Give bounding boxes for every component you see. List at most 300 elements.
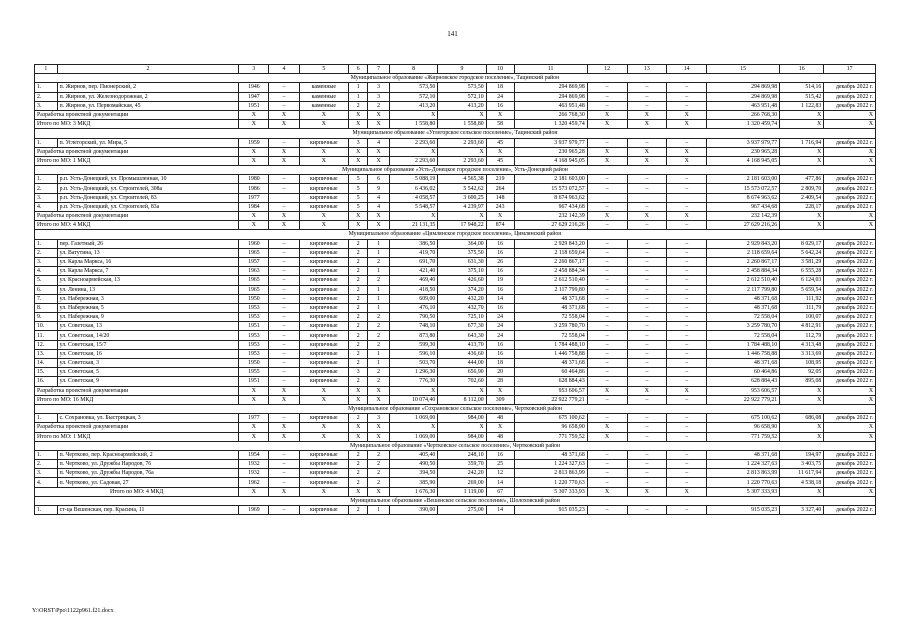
table-cell: 895,08 bbox=[780, 377, 824, 386]
table-cell: 15 bbox=[707, 65, 780, 74]
table-cell: 3 bbox=[239, 65, 269, 74]
table-cell: 24 bbox=[486, 313, 514, 322]
table-cell: Итого по МО: 3 МКД bbox=[35, 120, 239, 129]
table-cell: 984,00 bbox=[438, 432, 486, 441]
table-cell: 675 100,62 bbox=[514, 414, 587, 423]
table-cell: 2 bbox=[349, 276, 368, 285]
table-cell: 2 bbox=[349, 377, 368, 386]
table-cell: 413,70 bbox=[438, 340, 486, 349]
table-cell: – bbox=[269, 349, 299, 358]
table-cell: 702,60 bbox=[438, 377, 486, 386]
table-cell: 294 869,98 bbox=[707, 92, 780, 101]
table-cell: 24 bbox=[486, 331, 514, 340]
table-cell: – bbox=[627, 221, 667, 230]
table-cell: 8 bbox=[389, 65, 437, 74]
table-cell: 1959 bbox=[239, 138, 269, 147]
table-cell: 2 bbox=[349, 469, 368, 478]
table-cell: 1 224 327,63 bbox=[707, 460, 780, 469]
table-cell: 390,00 bbox=[389, 506, 437, 515]
table-cell: 2. bbox=[35, 184, 58, 193]
table-cell: – bbox=[269, 285, 299, 294]
design-docs-row bbox=[35, 423, 876, 432]
table-cell: – bbox=[667, 377, 707, 386]
table-cell: 1. bbox=[35, 175, 58, 184]
table-row bbox=[35, 331, 876, 340]
table-cell: 25 bbox=[486, 460, 514, 469]
table-cell: – bbox=[269, 359, 299, 368]
table-cell: 413,20 bbox=[389, 101, 437, 110]
table-cell: 1 bbox=[368, 267, 390, 276]
table-cell: 3 259 780,70 bbox=[514, 322, 587, 331]
table-cell: X bbox=[299, 395, 348, 404]
table-cell: ст-ца Вешенская, пер. Красина, 11 bbox=[57, 506, 239, 515]
table-cell: 17 948,22 bbox=[438, 221, 486, 230]
table-cell bbox=[667, 193, 707, 202]
column-number-row bbox=[35, 65, 876, 74]
table-cell: п. Чертково, ул. Садовая, 27 bbox=[57, 478, 239, 487]
table-cell: X bbox=[269, 432, 299, 441]
table-cell: 3 bbox=[349, 368, 368, 377]
table-cell: – bbox=[269, 377, 299, 386]
table-cell: 4. bbox=[35, 478, 58, 487]
table-cell: кирпичные bbox=[299, 313, 348, 322]
table-cell: X bbox=[299, 212, 348, 221]
table-cell: 1965 bbox=[239, 276, 269, 285]
table-cell: – bbox=[269, 175, 299, 184]
table-cell: 2 929 843,20 bbox=[514, 239, 587, 248]
table-cell: X bbox=[239, 487, 269, 496]
table-cell: 27 629 216,26 bbox=[707, 221, 780, 230]
table-cell: – bbox=[667, 478, 707, 487]
table-cell: 2. bbox=[35, 92, 58, 101]
table-row bbox=[35, 349, 876, 358]
table-cell: 1955 bbox=[239, 368, 269, 377]
table-cell: 20 bbox=[486, 368, 514, 377]
table-cell: – bbox=[269, 414, 299, 423]
table-cell: 17 bbox=[824, 65, 876, 74]
table-cell: декабрь 2022 г. bbox=[824, 138, 876, 147]
section-heading-row bbox=[35, 441, 876, 450]
table-cell: – bbox=[587, 469, 627, 478]
table-cell: – bbox=[269, 202, 299, 211]
table-cell: 294 869,98 bbox=[514, 92, 587, 101]
table-cell: 72 558,04 bbox=[514, 331, 587, 340]
table-cell: X bbox=[269, 386, 299, 395]
table-cell: 6 bbox=[368, 175, 390, 184]
table-cell: 2 bbox=[349, 460, 368, 469]
table-cell: 1953 bbox=[239, 313, 269, 322]
table-cell: 7 bbox=[368, 65, 390, 74]
table-cell: X bbox=[239, 120, 269, 129]
table-cell: – bbox=[667, 322, 707, 331]
table-cell: X bbox=[269, 110, 299, 119]
table-cell: декабрь 2022 г. bbox=[824, 340, 876, 349]
table-cell: 232 142,39 bbox=[514, 212, 587, 221]
table-cell: 463 951,48 bbox=[707, 101, 780, 110]
table-cell: кирпичные bbox=[299, 285, 348, 294]
table-cell: – bbox=[667, 257, 707, 266]
table-cell: 48 371,68 bbox=[514, 450, 587, 459]
table-cell: – bbox=[587, 331, 627, 340]
table-cell: X bbox=[368, 212, 390, 221]
table-cell: 11 617,94 bbox=[780, 469, 824, 478]
table-cell: 18 bbox=[486, 359, 514, 368]
table-cell: 2 929 843,20 bbox=[707, 239, 780, 248]
table-cell: X bbox=[627, 386, 667, 395]
table-cell: – bbox=[269, 248, 299, 257]
table-cell: – bbox=[667, 395, 707, 404]
table-cell: – bbox=[627, 248, 667, 257]
table-cell: 2 bbox=[349, 294, 368, 303]
table-cell: – bbox=[627, 267, 667, 276]
table-cell: – bbox=[269, 313, 299, 322]
table-cell: X bbox=[486, 386, 514, 395]
table-cell: каменные bbox=[299, 92, 348, 101]
table-cell: р.п. Усть-Донецкий, ул. Промышленная, 10 bbox=[57, 175, 239, 184]
table-cell: кирпичные bbox=[299, 303, 348, 312]
table-cell: 2 260 867,17 bbox=[514, 257, 587, 266]
table-cell: 1947 bbox=[239, 92, 269, 101]
table-cell: 16 bbox=[780, 65, 824, 74]
table-cell: 15 573 072,57 bbox=[707, 184, 780, 193]
table-cell: – bbox=[269, 478, 299, 487]
table-cell: 14 bbox=[486, 478, 514, 487]
table-cell: – bbox=[667, 414, 707, 423]
table-cell: 2 bbox=[349, 506, 368, 515]
table-cell: X bbox=[239, 110, 269, 119]
table-cell: 1 220 770,63 bbox=[514, 478, 587, 487]
table-cell: 194,97 bbox=[780, 450, 824, 459]
table-cell: 2 117 799,80 bbox=[514, 285, 587, 294]
table-cell: – bbox=[587, 349, 627, 358]
table-cell: 953 606,57 bbox=[514, 386, 587, 395]
table-cell: 1965 bbox=[239, 285, 269, 294]
table-cell: декабрь 2022 г. bbox=[824, 303, 876, 312]
table-cell: X bbox=[438, 386, 486, 395]
table-cell: – bbox=[667, 184, 707, 193]
table-cell: X bbox=[667, 386, 707, 395]
table-cell: – bbox=[667, 340, 707, 349]
table-cell: X bbox=[486, 110, 514, 119]
table-cell: 2 409,54 bbox=[780, 193, 824, 202]
table-cell: 148 bbox=[486, 193, 514, 202]
table-cell: 2 181 603,00 bbox=[514, 175, 587, 184]
table-cell: 686,08 bbox=[780, 414, 824, 423]
table-cell: 873,80 bbox=[389, 331, 437, 340]
file-path-footer: Y:\ORST\Ppo\1122p961.f21.docx bbox=[32, 608, 114, 614]
table-cell: 48 371,68 bbox=[514, 359, 587, 368]
table-row bbox=[35, 414, 876, 423]
table-cell: X bbox=[269, 487, 299, 496]
table-cell: Разработка проектной документации bbox=[35, 212, 239, 221]
table-cell: 45 bbox=[486, 138, 514, 147]
table-cell: 3 bbox=[368, 92, 390, 101]
table-cell: 790,50 bbox=[389, 313, 437, 322]
table-cell: 1977 bbox=[239, 193, 269, 202]
table-cell: X bbox=[368, 423, 390, 432]
table-cell: 596,10 bbox=[389, 349, 437, 358]
table-cell: 219 bbox=[486, 175, 514, 184]
table-cell: 2 bbox=[368, 322, 390, 331]
table-cell: 1932 bbox=[239, 460, 269, 469]
table-cell: 2 bbox=[368, 450, 390, 459]
table-cell: 275,00 bbox=[438, 506, 486, 515]
table-cell: X bbox=[239, 432, 269, 441]
table-cell: 3 bbox=[368, 83, 390, 92]
table-cell: декабрь 2022 г. bbox=[824, 359, 876, 368]
table-cell: 1 bbox=[368, 359, 390, 368]
table-cell: 419,70 bbox=[389, 248, 437, 257]
table-cell: 2 118 659,64 bbox=[514, 248, 587, 257]
table-cell: 16 bbox=[486, 239, 514, 248]
table-cell: – bbox=[269, 239, 299, 248]
table-cell: 16 bbox=[486, 303, 514, 312]
table-cell: декабрь 2022 г. bbox=[824, 83, 876, 92]
table-cell: 5 bbox=[299, 65, 348, 74]
table-cell: 413,20 bbox=[438, 101, 486, 110]
table-cell: X bbox=[824, 423, 876, 432]
table-cell: – bbox=[587, 368, 627, 377]
table-cell: 60 464,86 bbox=[514, 368, 587, 377]
section-heading-row bbox=[35, 74, 876, 83]
table-cell: 1 446 758,88 bbox=[514, 349, 587, 358]
table-cell: 643,30 bbox=[438, 331, 486, 340]
table-cell: 1. bbox=[35, 414, 58, 423]
table-cell: Муниципальное образование «Жирновское городское поселение», Тацинский район bbox=[35, 74, 876, 83]
table-cell: 2 bbox=[349, 322, 368, 331]
table-cell: – bbox=[587, 221, 627, 230]
table-cell: 1 320 459,74 bbox=[707, 120, 780, 129]
table-cell: – bbox=[627, 423, 667, 432]
table-cell: 96 658,90 bbox=[514, 423, 587, 432]
table-cell: X bbox=[824, 432, 876, 441]
table-cell: 21 131,35 bbox=[389, 221, 437, 230]
table-cell: – bbox=[587, 175, 627, 184]
table-cell: X bbox=[269, 212, 299, 221]
table-cell: – bbox=[269, 322, 299, 331]
table-cell: – bbox=[269, 450, 299, 459]
table-row bbox=[35, 138, 876, 147]
table-cell: – bbox=[587, 83, 627, 92]
table-cell: – bbox=[667, 239, 707, 248]
table-cell: 16 bbox=[486, 450, 514, 459]
subtotal-row bbox=[35, 395, 876, 404]
table-row bbox=[35, 193, 876, 202]
table-cell: X bbox=[349, 120, 368, 129]
table-cell: – bbox=[269, 294, 299, 303]
table-cell: X bbox=[780, 212, 824, 221]
table-cell: 9 bbox=[368, 184, 390, 193]
table-cell: – bbox=[269, 469, 299, 478]
table-cell: 48 371,68 bbox=[514, 294, 587, 303]
design-docs-row bbox=[35, 110, 876, 119]
table-cell: декабрь 2022 г. bbox=[824, 294, 876, 303]
table-cell: 967 434,68 bbox=[514, 202, 587, 211]
table-cell: кирпичные bbox=[299, 193, 348, 202]
table-cell: – bbox=[667, 450, 707, 459]
table-cell: 469,40 bbox=[389, 276, 437, 285]
table-cell: – bbox=[627, 432, 667, 441]
table-cell: 269,00 bbox=[438, 478, 486, 487]
design-docs-row bbox=[35, 147, 876, 156]
table-cell: 4. bbox=[35, 267, 58, 276]
table-cell: ул. Ватутина, 13 bbox=[57, 248, 239, 257]
table-cell: X bbox=[299, 110, 348, 119]
table-cell: – bbox=[627, 239, 667, 248]
table-cell: X bbox=[389, 423, 437, 432]
table-cell: – bbox=[667, 248, 707, 257]
table-cell: 2 bbox=[368, 478, 390, 487]
table-cell: 1957 bbox=[239, 257, 269, 266]
table-cell: 5 548,57 bbox=[389, 202, 437, 211]
table-cell: 5 bbox=[349, 175, 368, 184]
table-cell: 45 bbox=[486, 156, 514, 165]
table-cell: 294 869,98 bbox=[707, 83, 780, 92]
table-cell: 48 bbox=[486, 432, 514, 441]
table-cell: 2 813 863,99 bbox=[514, 469, 587, 478]
table-cell: 5. bbox=[35, 276, 58, 285]
table-cell: X bbox=[667, 487, 707, 496]
table-cell: ул. Советская, 14/20 bbox=[57, 331, 239, 340]
table-cell: 4 bbox=[368, 138, 390, 147]
table-cell: 2 bbox=[349, 478, 368, 487]
table-cell: 8 674 963,62 bbox=[514, 193, 587, 202]
table-cell: кирпичные bbox=[299, 184, 348, 193]
table-cell: кирпичные bbox=[299, 460, 348, 469]
table-cell: X bbox=[667, 110, 707, 119]
table-cell: X bbox=[389, 110, 437, 119]
table-cell: – bbox=[667, 138, 707, 147]
table-cell: X bbox=[438, 423, 486, 432]
table-cell: 24 bbox=[486, 322, 514, 331]
table-cell: – bbox=[587, 303, 627, 312]
table-cell: X bbox=[349, 212, 368, 221]
table-cell: X bbox=[627, 212, 667, 221]
table-cell: 953 606,57 bbox=[707, 386, 780, 395]
table-cell: декабрь 2022 г. bbox=[824, 267, 876, 276]
table-cell: 2 bbox=[349, 239, 368, 248]
table-cell: 1953 bbox=[239, 349, 269, 358]
table-cell: 1 bbox=[349, 83, 368, 92]
table-cell: – bbox=[587, 478, 627, 487]
table-row bbox=[35, 322, 876, 331]
table-cell: – bbox=[667, 202, 707, 211]
table-cell: 1953 bbox=[239, 331, 269, 340]
subtotal-row bbox=[35, 156, 876, 165]
table-cell: п. Жирнов, ул. Железнодорожная, 2 bbox=[57, 92, 239, 101]
table-cell: 2 bbox=[368, 331, 390, 340]
table-cell: – bbox=[587, 450, 627, 459]
table-cell: X bbox=[824, 487, 876, 496]
table-cell: – bbox=[627, 276, 667, 285]
table-cell: – bbox=[667, 460, 707, 469]
table-cell: 1963 bbox=[239, 267, 269, 276]
table-cell: 16 bbox=[486, 248, 514, 257]
table-cell: 5 307 333,93 bbox=[707, 487, 780, 496]
table-cell: ул. Советская, 16 bbox=[57, 349, 239, 358]
table-cell: X bbox=[299, 487, 348, 496]
table-cell: 915 035,23 bbox=[707, 506, 780, 515]
table-cell: ул. Советская, 3 bbox=[57, 359, 239, 368]
table-cell: – bbox=[627, 331, 667, 340]
table-cell: 266 768,30 bbox=[514, 110, 587, 119]
table-cell: декабрь 2022 г. bbox=[824, 450, 876, 459]
table-cell: 2 458 884,34 bbox=[707, 267, 780, 276]
table-cell: каменные bbox=[299, 83, 348, 92]
table-cell: 503,70 bbox=[389, 359, 437, 368]
table-cell: X bbox=[587, 487, 627, 496]
table-cell: X bbox=[587, 386, 627, 395]
table-cell: 11 bbox=[514, 65, 587, 74]
table-cell: 874 bbox=[486, 221, 514, 230]
table-cell: 609,00 bbox=[389, 294, 437, 303]
table-cell: 4 bbox=[368, 202, 390, 211]
table-cell: – bbox=[667, 303, 707, 312]
table-cell: X bbox=[269, 147, 299, 156]
section-heading-row bbox=[35, 129, 876, 138]
table-cell: – bbox=[667, 469, 707, 478]
table-cell: – bbox=[587, 313, 627, 322]
table-cell: Муниципальное образование «Углегорское сельское поселение», Тацинский район bbox=[35, 129, 876, 138]
table-cell: 436,60 bbox=[438, 349, 486, 358]
table-cell: X bbox=[824, 221, 876, 230]
table-cell: 1. bbox=[35, 239, 58, 248]
table-cell: 10 074,40 bbox=[389, 395, 437, 404]
table-cell: 1 bbox=[35, 65, 58, 74]
table-cell: 418,50 bbox=[389, 285, 437, 294]
table-cell: 1 296,30 bbox=[389, 368, 437, 377]
table-cell: X bbox=[780, 487, 824, 496]
table-cell: X bbox=[299, 147, 348, 156]
table-cell: X bbox=[438, 212, 486, 221]
table-cell: 2 bbox=[349, 450, 368, 459]
table-cell: – bbox=[667, 294, 707, 303]
table-cell: X bbox=[299, 432, 348, 441]
table-cell: декабрь 2022 г. bbox=[824, 202, 876, 211]
table-cell: 6 436,02 bbox=[389, 184, 437, 193]
table-cell: – bbox=[587, 506, 627, 515]
table-cell: 8. bbox=[35, 303, 58, 312]
table-cell: 675 100,62 bbox=[707, 414, 780, 423]
table-cell: декабрь 2022 г. bbox=[824, 414, 876, 423]
table-cell: – bbox=[627, 92, 667, 101]
table-cell: 1 558,80 bbox=[389, 120, 437, 129]
table-cell: 573,50 bbox=[438, 83, 486, 92]
table-cell: 5 bbox=[349, 184, 368, 193]
table-cell: 656,90 bbox=[438, 368, 486, 377]
table-cell: – bbox=[627, 83, 667, 92]
table-cell: 386,50 bbox=[389, 239, 437, 248]
table-cell: кирпичные bbox=[299, 294, 348, 303]
table-cell: X bbox=[349, 395, 368, 404]
table-cell: 108,95 bbox=[780, 359, 824, 368]
table-cell: X bbox=[587, 156, 627, 165]
table-cell: 2 bbox=[349, 248, 368, 257]
table-cell: 60 464,86 bbox=[707, 368, 780, 377]
table-cell: 3 600,25 bbox=[438, 193, 486, 202]
table-cell: 48 bbox=[486, 414, 514, 423]
table-cell: 776,30 bbox=[389, 377, 437, 386]
table-cell: п. Жирнов, пер. Пионерский, 2 bbox=[57, 83, 239, 92]
table-cell: кирпичные bbox=[299, 469, 348, 478]
table-row bbox=[35, 248, 876, 257]
table-cell: 1 558,80 bbox=[438, 120, 486, 129]
table-cell: 9 bbox=[438, 65, 486, 74]
table-cell: 432,20 bbox=[438, 294, 486, 303]
table-cell: 3. bbox=[35, 469, 58, 478]
table-cell: 515,42 bbox=[780, 92, 824, 101]
table-cell: X bbox=[824, 156, 876, 165]
